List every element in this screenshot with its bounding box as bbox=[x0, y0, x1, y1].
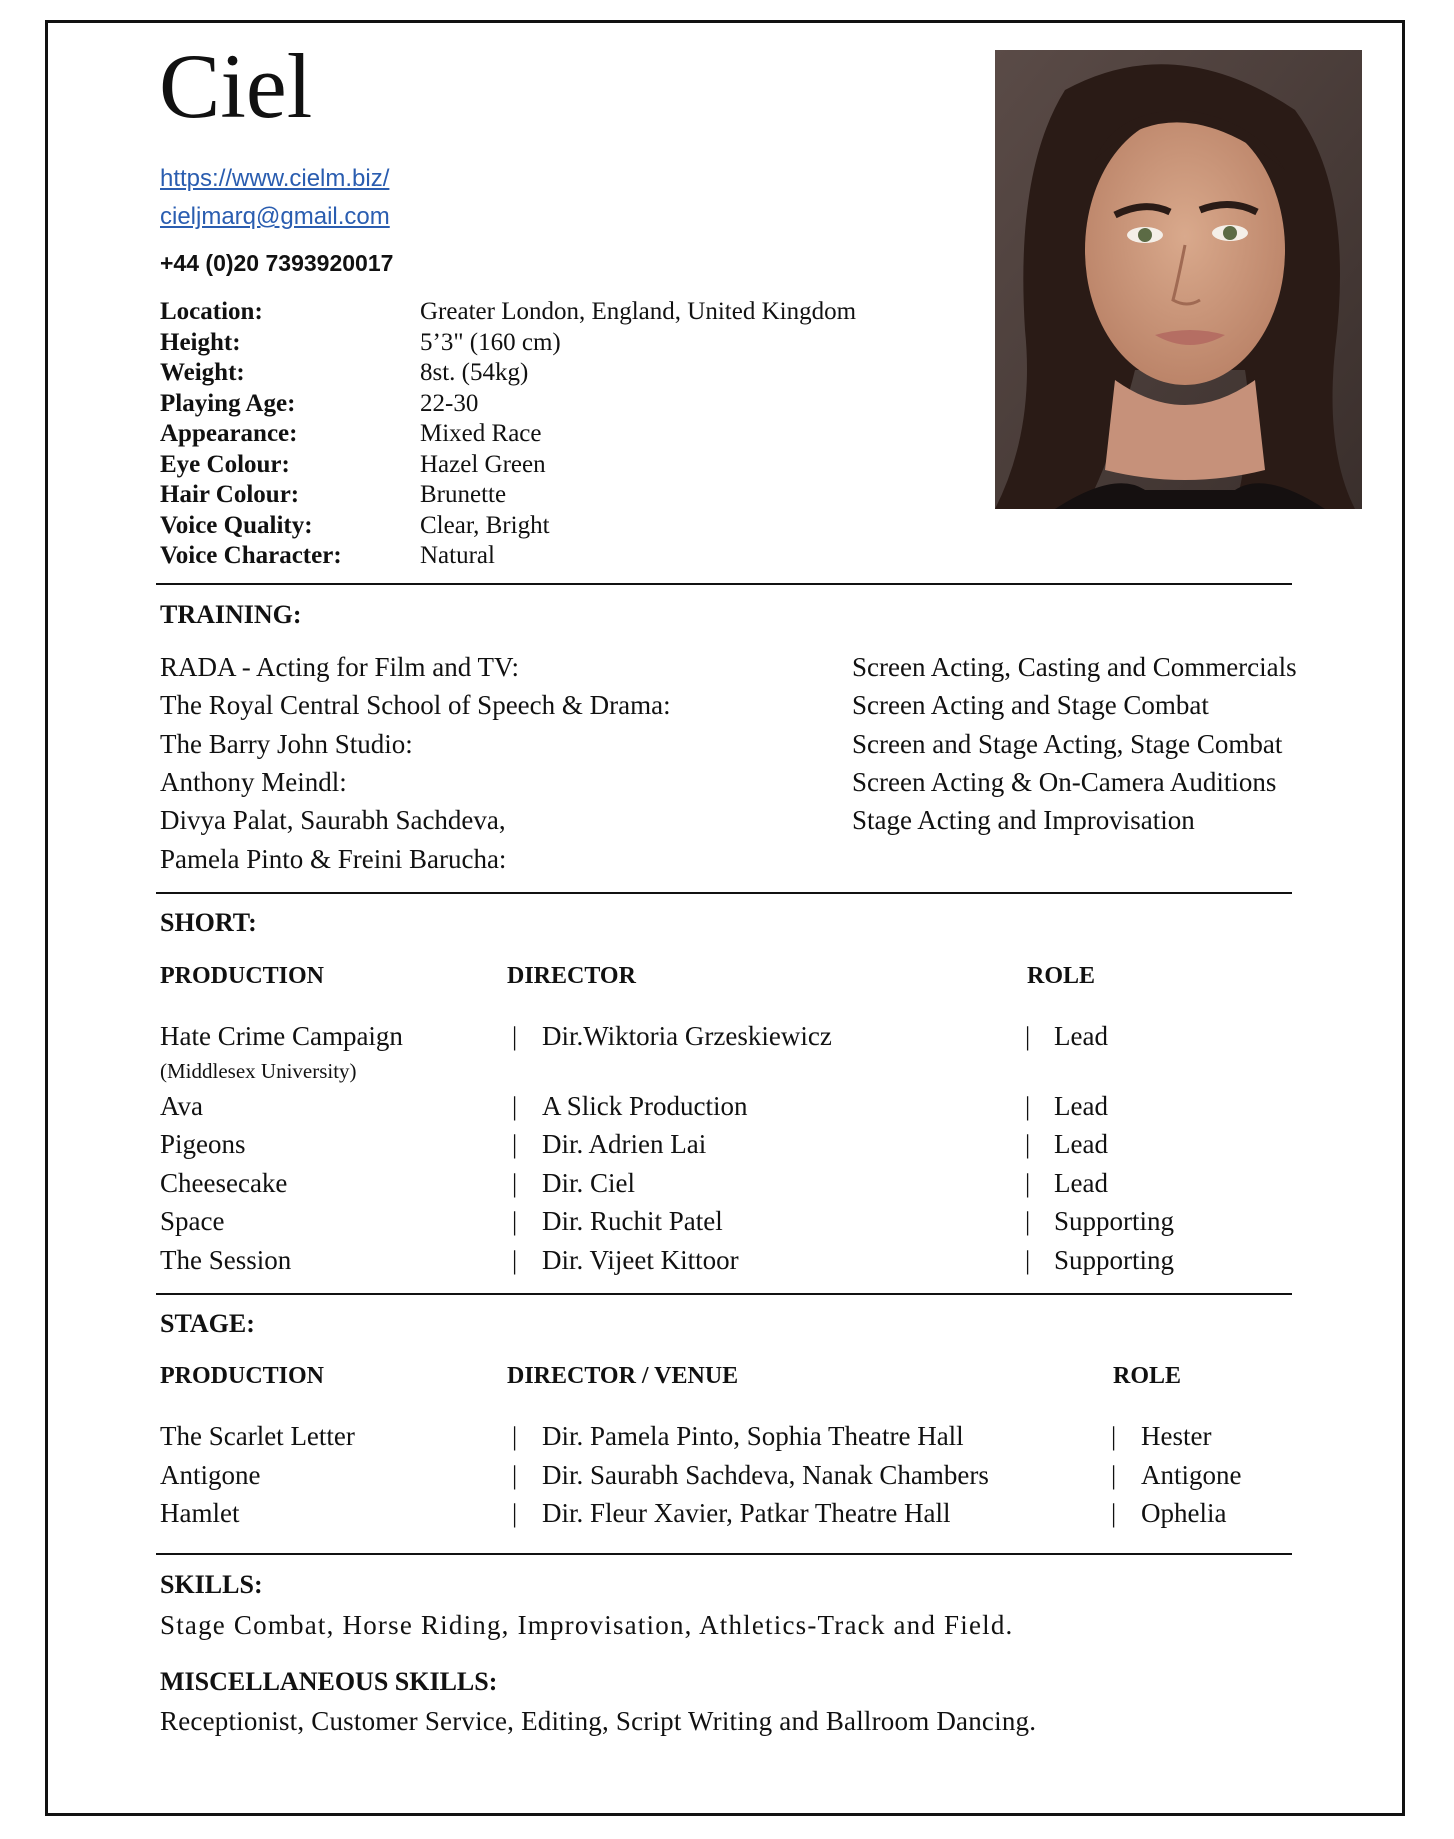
separator: | bbox=[1025, 1130, 1031, 1159]
detail-value: Clear, Bright bbox=[420, 511, 550, 539]
separator: | bbox=[1111, 1499, 1117, 1528]
training-course: Screen Acting & On-Camera Auditions bbox=[852, 766, 1277, 797]
short-production: Hate Crime Campaign bbox=[160, 1021, 403, 1051]
detail-label: Playing Age: bbox=[160, 389, 296, 417]
stage-role: Antigone bbox=[1141, 1459, 1242, 1490]
separator: | bbox=[512, 1092, 518, 1121]
separator: | bbox=[512, 1207, 518, 1236]
training-course: Screen Acting, Casting and Commercials bbox=[852, 652, 1297, 682]
detail-value: 5’3" (160 cm) bbox=[420, 328, 561, 356]
actor-name: Ciel bbox=[159, 35, 313, 137]
short-role: Supporting bbox=[1054, 1206, 1175, 1236]
training-school: Anthony Meindl: bbox=[160, 766, 347, 797]
separator: | bbox=[512, 1422, 518, 1451]
detail-label: Appearance: bbox=[160, 420, 298, 447]
detail-label: Voice Quality: bbox=[160, 511, 313, 539]
short-role: Lead bbox=[1054, 1021, 1108, 1051]
short-role: Lead bbox=[1054, 1129, 1108, 1159]
misc-skills-heading: MISCELLANEOUS SKILLS: bbox=[160, 1667, 498, 1696]
detail-label: Weight: bbox=[160, 359, 245, 386]
detail-value: Hazel Green bbox=[420, 450, 546, 478]
short-production: Ava bbox=[160, 1091, 203, 1121]
stage-director-venue: Dir. Pamela Pinto, Sophia Theatre Hall bbox=[542, 1421, 964, 1451]
detail-label: Height: bbox=[160, 328, 241, 356]
detail-value: Brunette bbox=[420, 481, 507, 508]
stage-heading: STAGE: bbox=[160, 1309, 255, 1338]
detail-value: 8st. (54kg) bbox=[420, 359, 529, 386]
stage-role: Ophelia bbox=[1141, 1498, 1227, 1528]
stage-director-venue: Dir. Fleur Xavier, Patkar Theatre Hall bbox=[542, 1498, 951, 1528]
short-role: Lead bbox=[1054, 1168, 1108, 1198]
headshot-photo bbox=[995, 50, 1362, 509]
training-school: Pamela Pinto & Freini Barucha: bbox=[160, 843, 507, 874]
short-director: Dir. Ciel bbox=[542, 1168, 635, 1198]
separator: | bbox=[1025, 1207, 1031, 1236]
stage-col-director-venue: DIRECTOR / VENUE bbox=[507, 1363, 739, 1389]
stage-production: The Scarlet Letter bbox=[160, 1421, 355, 1451]
stage-col-production: PRODUCTION bbox=[160, 1363, 325, 1389]
stage-production: Antigone bbox=[160, 1459, 261, 1490]
detail-value: Mixed Race bbox=[420, 420, 542, 447]
short-col-director: DIRECTOR bbox=[507, 963, 636, 989]
detail-value: Natural bbox=[420, 542, 495, 569]
separator: | bbox=[512, 1169, 518, 1198]
separator: | bbox=[1025, 1092, 1031, 1121]
short-production-note: (Middlesex University) bbox=[160, 1059, 357, 1083]
short-director: Dir. Ruchit Patel bbox=[542, 1206, 723, 1236]
training-school: Divya Palat, Saurabh Sachdeva, bbox=[160, 805, 506, 836]
short-production: Cheesecake bbox=[160, 1168, 288, 1198]
separator: | bbox=[1025, 1246, 1031, 1275]
short-heading: SHORT: bbox=[160, 908, 257, 937]
detail-value: Greater London, England, United Kingdom bbox=[420, 298, 857, 325]
detail-label: Voice Character: bbox=[160, 542, 342, 569]
short-production: Pigeons bbox=[160, 1129, 246, 1159]
training-course: Screen and Stage Acting, Stage Combat bbox=[852, 728, 1283, 759]
short-col-role: ROLE bbox=[1027, 963, 1096, 989]
separator: | bbox=[512, 1246, 518, 1275]
short-director: Dir. Adrien Lai bbox=[542, 1129, 707, 1159]
detail-label: Location: bbox=[160, 298, 263, 325]
separator: | bbox=[512, 1130, 518, 1159]
short-director: Dir.Wiktoria Grzeskiewicz bbox=[542, 1021, 832, 1051]
separator: | bbox=[1025, 1169, 1031, 1198]
short-col-production: PRODUCTION bbox=[160, 963, 325, 989]
training-course: Screen Acting and Stage Combat bbox=[852, 690, 1209, 721]
website-link[interactable]: https://www.cielm.biz/ bbox=[160, 165, 390, 192]
divider bbox=[156, 1293, 1292, 1295]
stage-role: Hester bbox=[1141, 1421, 1212, 1451]
skills-heading: SKILLS: bbox=[160, 1570, 263, 1599]
short-director: Dir. Vijeet Kittoor bbox=[542, 1245, 739, 1275]
divider bbox=[156, 1553, 1292, 1555]
short-role: Lead bbox=[1054, 1091, 1108, 1121]
short-production: Space bbox=[160, 1206, 225, 1236]
separator: | bbox=[512, 1499, 518, 1528]
stage-director-venue: Dir. Saurabh Sachdeva, Nanak Chambers bbox=[542, 1459, 989, 1490]
training-school: The Barry John Studio: bbox=[160, 728, 413, 759]
divider bbox=[156, 892, 1292, 894]
skills-text: Stage Combat, Horse Riding, Improvisation, Athletics-Track and Field. bbox=[160, 1610, 1014, 1640]
training-school: The Royal Central School of Speech & Drama: bbox=[160, 690, 671, 721]
separator: | bbox=[512, 1022, 518, 1051]
separator: | bbox=[1111, 1422, 1117, 1451]
divider bbox=[156, 583, 1292, 585]
separator: | bbox=[1025, 1022, 1031, 1051]
misc-skills-text: Receptionist, Customer Service, Editing, Script Writing and Ballroom Dancing. bbox=[160, 1706, 1037, 1736]
separator: | bbox=[1111, 1460, 1117, 1490]
training-course: Stage Acting and Improvisation bbox=[852, 805, 1195, 836]
stage-production: Hamlet bbox=[160, 1498, 240, 1528]
detail-label: Eye Colour: bbox=[160, 450, 290, 478]
short-role: Supporting bbox=[1054, 1245, 1175, 1275]
phone-number: +44 (0)20 7393920017 bbox=[160, 250, 394, 276]
short-director: A Slick Production bbox=[542, 1091, 748, 1121]
detail-label: Hair Colour: bbox=[160, 481, 300, 508]
short-production: The Session bbox=[160, 1245, 292, 1275]
stage-col-role: ROLE bbox=[1113, 1363, 1182, 1389]
training-heading: TRAINING: bbox=[160, 600, 302, 629]
detail-value: 22-30 bbox=[420, 389, 479, 417]
email-link[interactable]: cieljmarq@gmail.com bbox=[160, 203, 390, 230]
training-school: RADA - Acting for Film and TV: bbox=[160, 652, 519, 682]
separator: | bbox=[512, 1460, 518, 1490]
